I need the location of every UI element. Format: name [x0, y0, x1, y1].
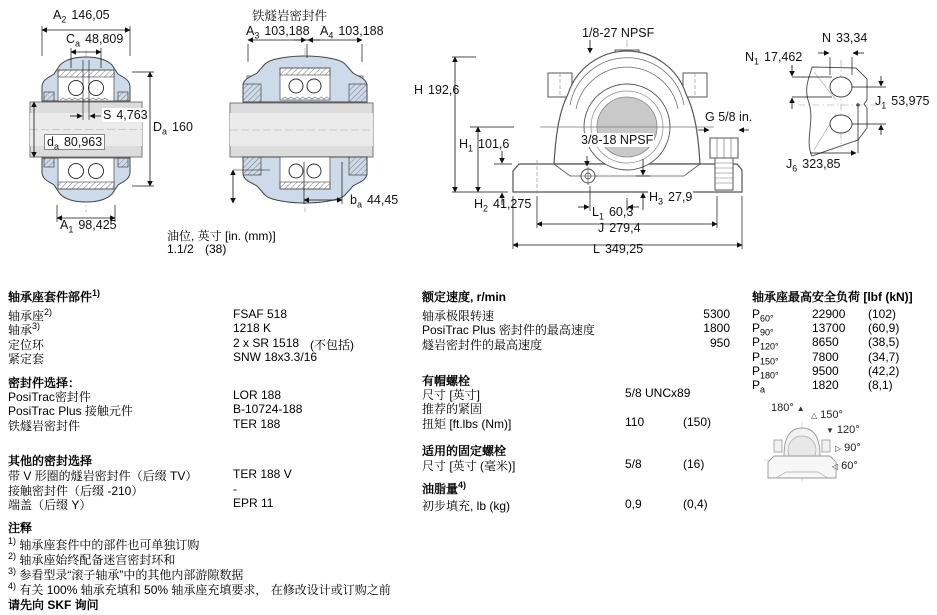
dim-da-outer: $D_a$ 160 — [153, 120, 193, 137]
table-row: 初步填充, lb (kg) 0,9 (0,4) — [422, 497, 708, 513]
dim-h1: $H_1$ 101,6 — [459, 137, 510, 154]
grease-title: 油脂量$^{4)}$ — [422, 480, 467, 496]
dim-npsf-side: 3/8-18 NPSF — [581, 133, 654, 147]
loads-title: 轴承座最高安全负荷 [lbf (kN)] — [752, 290, 913, 304]
notes-footer: 请先向 SKF 询问 — [8, 598, 99, 612]
dim-npsf-top: 1/8-27 NPSF — [582, 26, 655, 40]
load-row: $P_a$ 1820 (8,1) — [752, 378, 893, 395]
fix-bolts-title: 适用的固定螺栓 — [422, 444, 507, 458]
taconite-seal-title: 铁燧岩密封件 — [252, 9, 328, 23]
dim-l1: $L_1$ 60,3 — [592, 205, 634, 222]
oil-level-inches: 1.1/2 — [167, 242, 194, 256]
notes-title: 注释 — [8, 521, 33, 535]
table-row: 燧岩密封件的最高速度 950 — [422, 336, 730, 352]
taconite-seal-drawing — [230, 0, 460, 260]
dim-n1: $N_1$ 17,462 — [745, 50, 803, 67]
table-row: 轴承$^{3)}$ 1218 K — [8, 321, 272, 337]
angle-label-90: ▷ 90° — [835, 442, 861, 454]
components-title: 轴承座套件部件$^{1)}$ — [8, 288, 101, 304]
note-item: $^{2)}$ 轴承座始终配备迷宫密封环和 — [8, 551, 176, 567]
dim-j6: $J_6$ 323,85 — [786, 157, 841, 174]
load-direction-arrow-icon: ◁ — [832, 462, 839, 471]
table-row: 带 V 形圈的燧岩密封件（后缀 TV） TER 188 V — [8, 467, 292, 483]
angle-label-120: ▼ 120° — [826, 424, 860, 436]
dim-da-bore: $d_a$ 80,963 — [44, 134, 105, 150]
table-row: 扭矩 [ft.lbs (Nm)] 110 (150) — [422, 415, 712, 431]
dim-j: J 279,4 — [598, 221, 641, 235]
angle-label-180: 180° ▲ — [771, 402, 805, 414]
load-row: $P_{90^\circ}$ 13700 (60,9) — [752, 321, 900, 338]
dim-n: N 33,34 — [822, 31, 868, 45]
angle-label-60: ◁ 60° — [832, 460, 858, 472]
table-row: 轴承极限转速 5300 — [422, 307, 730, 323]
load-direction-arrow-icon: △ — [811, 411, 818, 420]
note-item: $^{1)}$ 轴承座套件中的部件也可单独订购 — [8, 536, 200, 552]
seals-title: 密封件选择： — [8, 376, 81, 390]
load-direction-arrow-icon: ▼ — [826, 426, 834, 435]
table-row: PosiTrac Plus 密封件的最高速度 1800 — [422, 321, 730, 337]
cap-bolts-title: 有帽螺栓 — [422, 374, 471, 388]
angle-label-150: △ 150° — [811, 409, 843, 421]
table-row: 接触密封件（后缀 -210） - — [8, 482, 237, 498]
speeds-title: 额定速度, r/min — [422, 290, 507, 304]
table-row: 尺寸 [英寸 (毫米)] 5/8 (16) — [422, 457, 705, 473]
dim-ba: $b_a$ 44,45 — [350, 193, 399, 210]
dim-a1: $A_1$ 98,425 — [60, 218, 117, 235]
dim-h: H 192,6 — [414, 83, 460, 97]
load-row: $P_{180^\circ}$ 9500 (42,2) — [752, 364, 900, 381]
table-row: 端盖（后缀 Y） EPR 11 — [8, 496, 274, 512]
dim-h3: $H_3$ 27,9 — [649, 190, 693, 207]
speeds-bolts-column — [422, 285, 734, 515]
dim-s: S 4,763 — [103, 108, 148, 122]
table-row: 铁燧岩密封件 TER 188 — [8, 417, 281, 433]
load-row: $P_{60^\circ}$ 22900 (102) — [752, 307, 897, 324]
dim-a3: $A_3$ 103,188 — [246, 24, 310, 41]
oil-level-mm: (38) — [205, 242, 227, 256]
table-row: 轴承座$^{2)}$ FSAF 518 — [8, 307, 288, 323]
dim-a4: $A_4$ 103,188 — [320, 24, 384, 41]
other-seals-title: 其他的密封选择 — [8, 454, 93, 468]
dim-g: G 5/8 in. — [705, 110, 753, 124]
table-row: 推荐的紧固 — [422, 402, 483, 416]
load-row: $P_{120^\circ}$ 8650 (38,5) — [752, 335, 900, 352]
loads-column — [752, 285, 937, 395]
table-row: PosiTrac密封件 LOR 188 — [8, 388, 282, 404]
dim-j1: $J_1$ 53,975 — [875, 94, 930, 111]
note-item: $^{4)}$ 有关 100% 轴承充填和 50% 轴承座充填要求， 在修改设计或订购之前 — [8, 581, 391, 597]
table-row: 定位环 2 x SR 1518 (不包括) — [8, 336, 354, 352]
load-direction-arrow-icon: ▷ — [835, 444, 842, 453]
components-column — [8, 285, 418, 515]
table-row: PosiTrac Plus 接触元件 B-10724-188 — [8, 402, 303, 418]
dim-l: L 349,25 — [593, 242, 644, 256]
load-row: $P_{150^\circ}$ 7800 (34,7) — [752, 350, 900, 367]
dim-h2: $H_2$ 41,275 — [474, 197, 532, 214]
dim-a2: $A_2$ 146,05 — [53, 8, 110, 25]
table-row: 紧定套 SNW 18x3.3/16 — [8, 350, 318, 366]
note-item: $^{3)}$ 参看型录“滚子轴承”中的其他内部游隙数据 — [8, 566, 244, 582]
oil-level-label: 油位, 英寸 [in. (mm)] — [167, 229, 276, 243]
dim-ca: $C_a$ 48,809 — [66, 32, 124, 49]
load-direction-arrow-icon: ▲ — [796, 404, 805, 413]
table-row: 尺寸 [英寸] 5/8 UNCx89 — [422, 386, 691, 402]
